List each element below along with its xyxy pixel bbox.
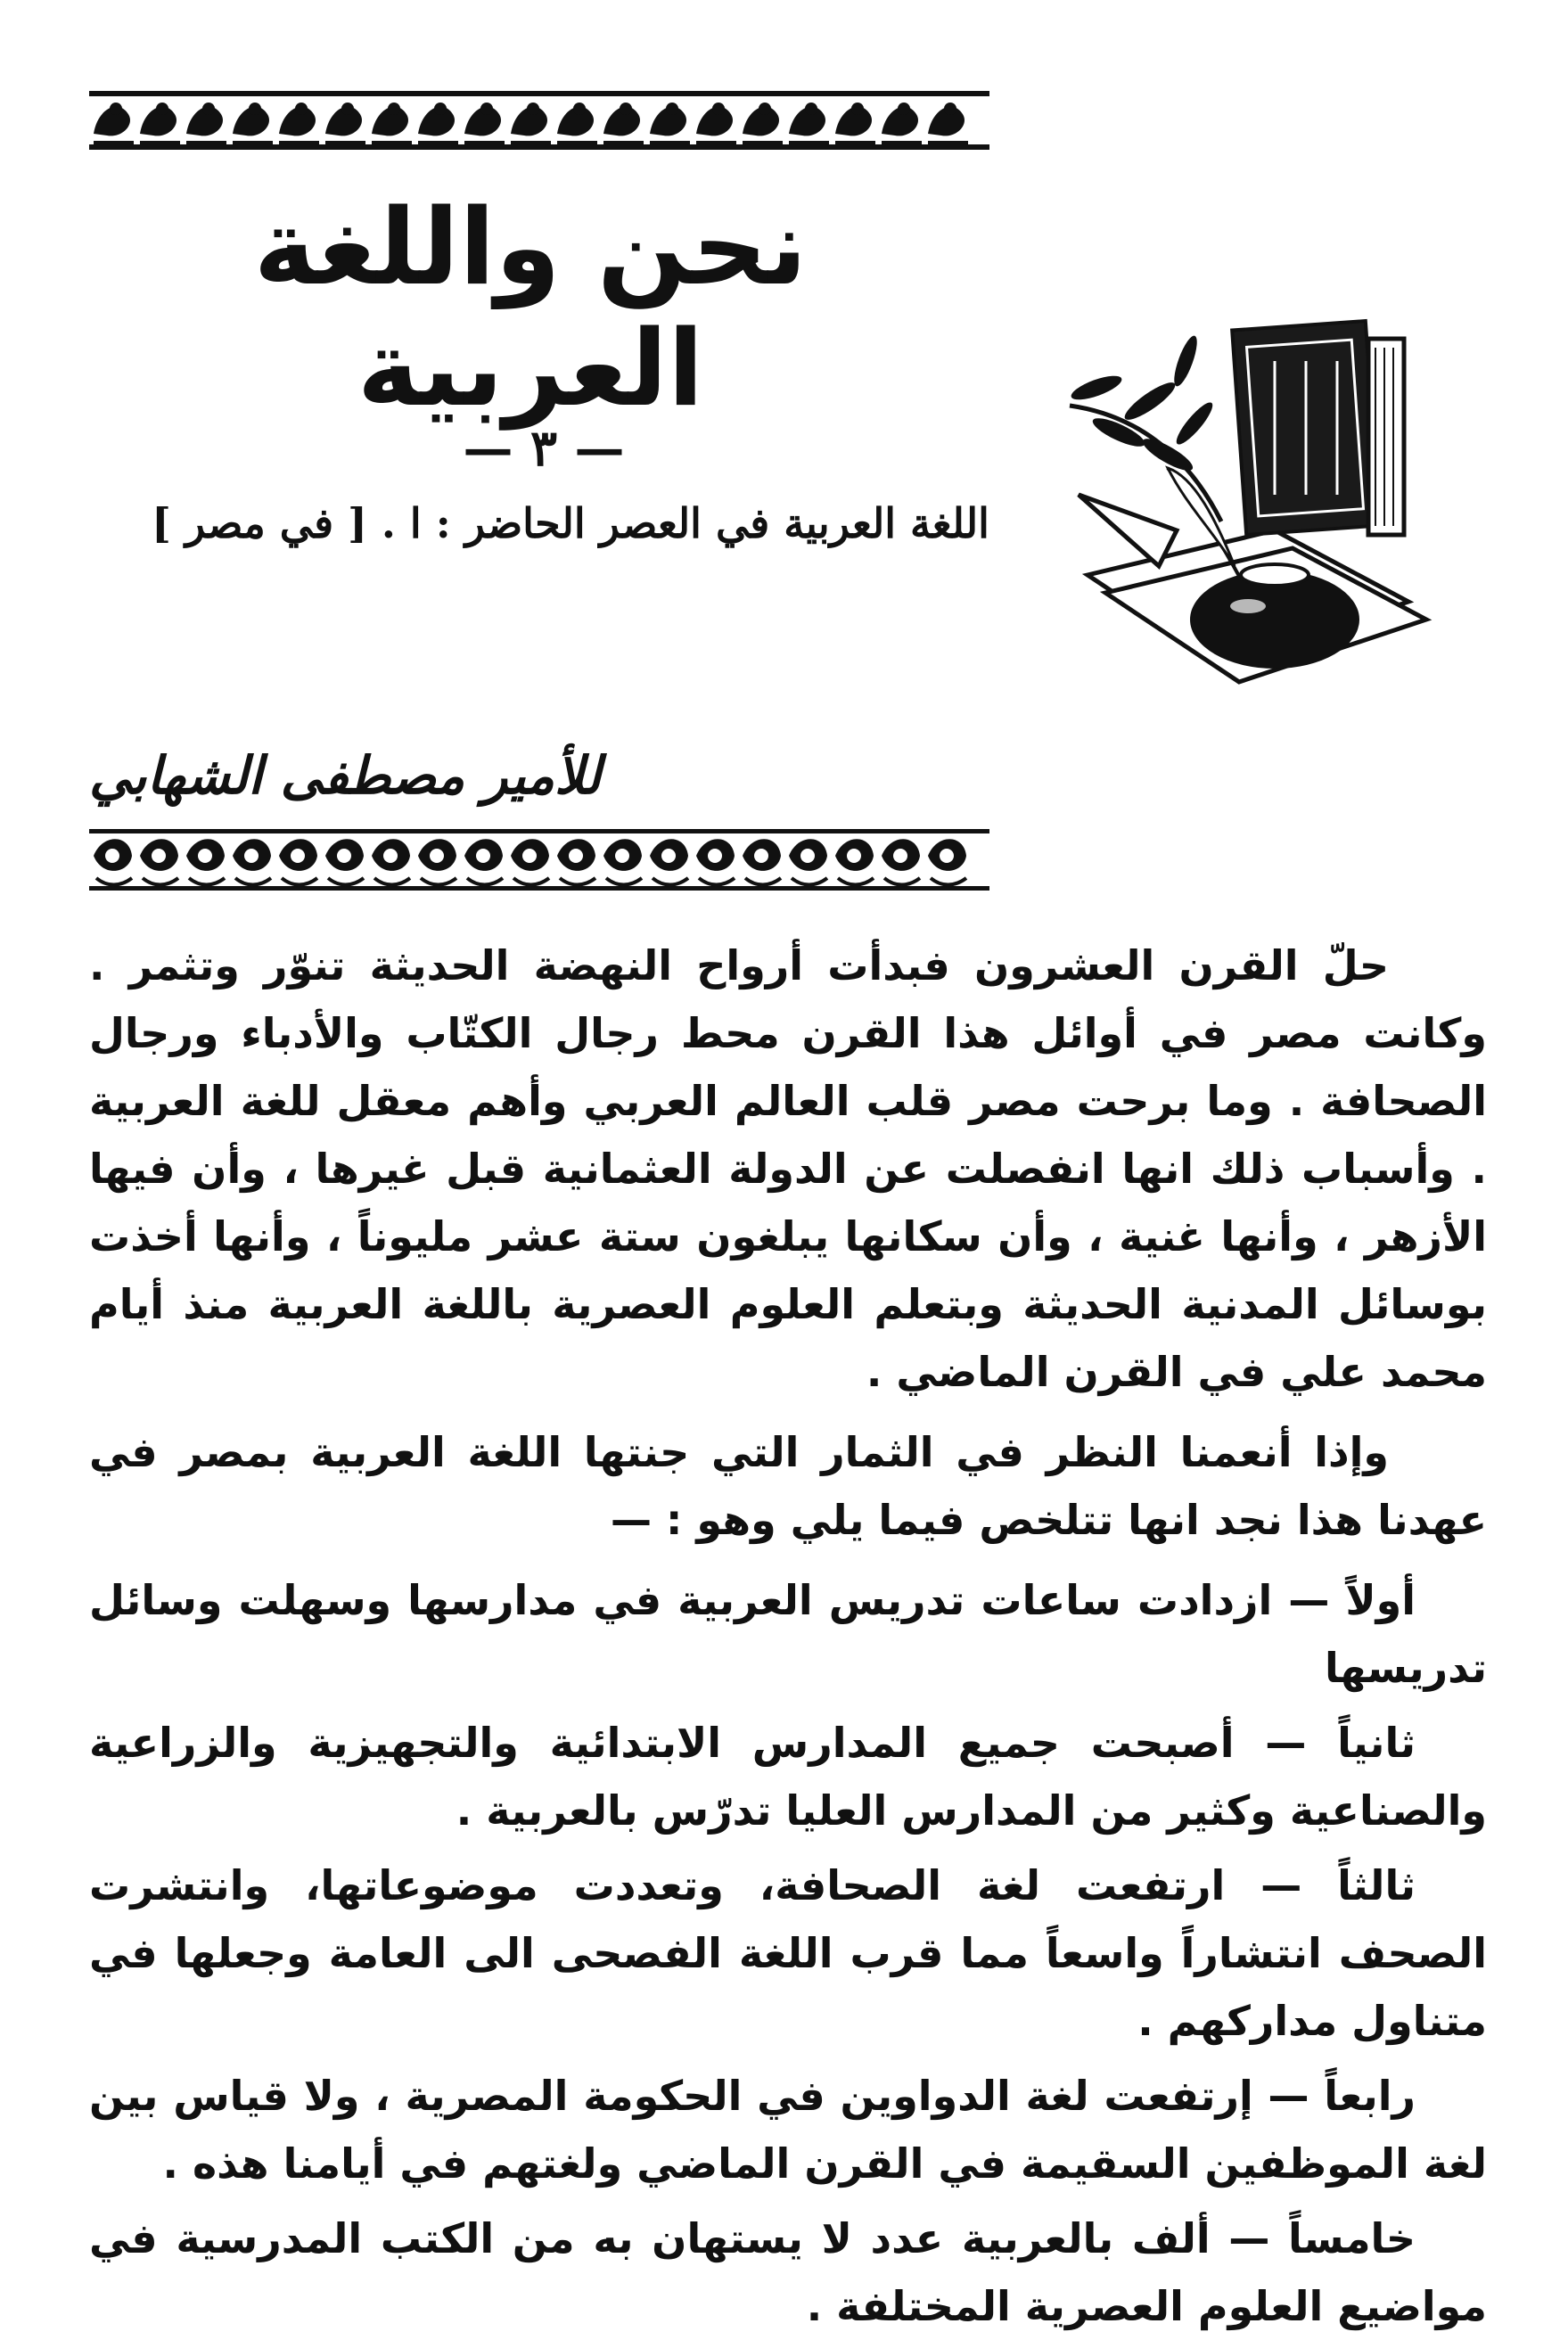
article-title: نحن واللغة العربية (253, 185, 808, 430)
article-subtitle: اللغة العربية في العصر الحاضر : ا . [ في مصر ] (152, 499, 989, 547)
list-item-fifth: خامساً — ألف بالعربية عدد لا يستهان به من الكتب المدرسية في مواضيع العلوم العصرية المختلفة . (89, 2214, 1487, 2330)
paragraph-intro: حلّ القرن العشرون فبدأت أرواح النهضة الحديثة تنوّر وتثمر . وكانت مصر في أوائل هذا القرن محط رجال الكتّاب والأدباء ورجال الصحافة . وما برحت مصر قلب العالم العربي وأهم معقل للغة العربية . وأسباب ذلك انها انفصلت عن الدولة العثمانية قبل غيرها ، وأن فيها الأزهر ، وأنها غنية ، وأن سكانها يبلغون ستة عشر مليوناً ، وأنها أخذت بوسائل المدنية الحديثة وبتعلم العلوم العصرية باللغة العربية منذ أيام محمد علي في القرن الماضي . (89, 941, 1487, 1396)
part-number: — ٣ — (463, 419, 625, 478)
book-inkwell-quill-icon (1052, 308, 1471, 691)
list-item-third: ثالثاً — ارتفعت لغة الصحافة، وتعددت موضوعاتها، وانتشرت الصحف انتشاراً واسعاً مما قرب اللغة الفصحى الى العامة وجعلها في متناول مداركهم . (89, 1861, 1487, 2045)
article-body (89, 932, 1487, 2340)
list-item-second: ثانياً — أصبحت جميع المدارس الابتدائية والتجهيزية والزراعية والصناعية وكثير من المدارس العليا تدرّس بالعربية . (89, 1719, 1487, 1835)
paragraph-fruits: وإذا أنعمنا النظر في الثمار التي جنتها اللغة العربية بمصر في عهدنا هذا نجد انها تتلخص فيما يلي وهو : — (89, 1428, 1487, 1544)
ornament-border-top (89, 89, 989, 152)
author-byline: للأمير مصطفى الشهابي (89, 745, 602, 806)
ornament-border-middle (89, 829, 989, 891)
list-item-first: أولاً — ازدادت ساعات تدريس العربية في مدارسها وسهلت وسائل تدريسها (89, 1576, 1487, 1692)
list-item-fourth: رابعاً — إرتفعت لغة الدواوين في الحكومة المصرية ، ولا قياس بين لغة الموظفين السقيمة في القرن الماضي ولغتهم في أيامنا هذه . (89, 2072, 1487, 2188)
